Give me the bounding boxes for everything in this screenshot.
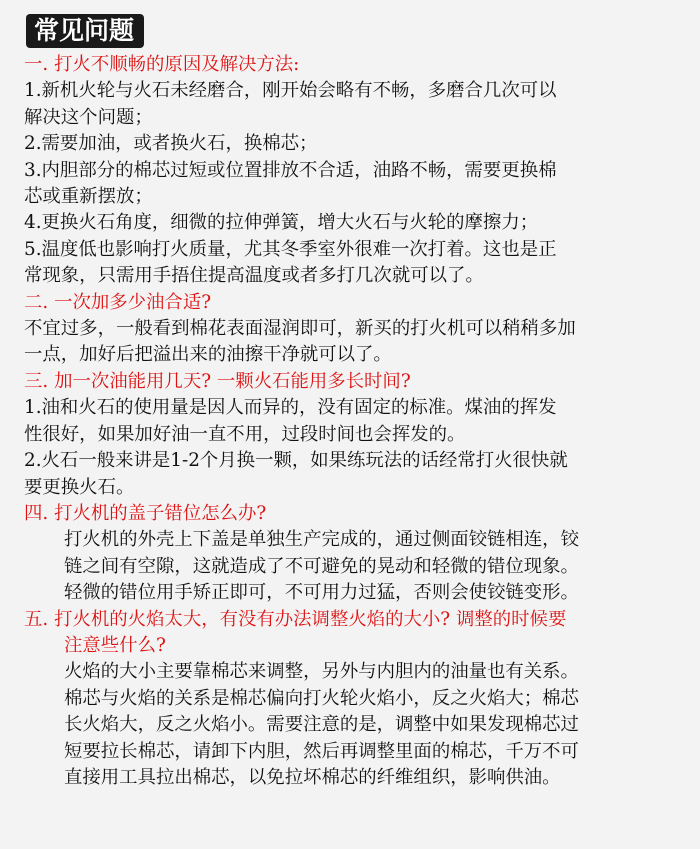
paragraph-line: 短要拉长棉芯，请卸下内胆，然后再调整里面的棉芯，千万不可 (64, 740, 579, 762)
section-1-item-4 (24, 210, 682, 236)
paragraph-line: 不宜过多，一般看到棉花表面湿润即可，新买的打火机可以稍稍多加 (24, 318, 576, 340)
paragraph-line: 轻微的错位用手矫正即可，不可用力过猛，否则会使铰链变形。 (64, 582, 579, 604)
item-line: 5.温度低也影响打火质量，尤其冬季室外很难一次打着。这也是正 (24, 238, 557, 260)
section-1-item-3 (24, 158, 682, 211)
section-3-item-2 (24, 448, 682, 501)
heading-line: 五. 打火机的火焰太大，有没有办法调整火焰的大小? 调整的时候要 (24, 608, 567, 630)
item-line: 常现象，只需用手捂住提高温度或者多打几次就可以了。 (24, 265, 484, 287)
item-line: 芯或重新摆放； (24, 186, 153, 208)
item-line: 3.内胆部分的棉芯过短或位置排放不合适，油路不畅，需要更换棉 (24, 159, 557, 181)
section-2-heading: 二. 一次加多少油合适? (24, 291, 212, 313)
paragraph-line: 一点，加好后把溢出来的油擦干净就可以了。 (24, 344, 392, 366)
section-3-heading: 三. 加一次油能用几天? 一颗火石能用多长时间? (24, 370, 411, 392)
item-line: 4.更换火石角度，细微的拉伸弹簧，增大火石与火轮的摩擦力； (24, 212, 539, 234)
section-2-paragraph (24, 316, 682, 369)
paragraph-line: 火焰的大小主要靠棉芯来调整，另外与内胆内的油量也有关系。 (64, 661, 579, 683)
page-title: 常见问题 (26, 14, 144, 48)
item-line: 1.油和火石的使用量是因人而异的，没有固定的标准。煤油的挥发 (24, 397, 557, 419)
paragraph-line: 打火机的外壳上下盖是单独生产完成的，通过侧面铰链相连，铰 (64, 529, 579, 551)
item-line: 要更换火石。 (24, 476, 135, 498)
section-4-paragraph (24, 527, 682, 606)
section-5-paragraph (24, 659, 682, 791)
item-line: 2.需要加油，或者换火石，换棉芯； (24, 133, 318, 155)
section-1-heading: 一. 打火不顺畅的原因及解决方法: (24, 54, 300, 75)
item-line: 解决这个问题； (24, 106, 153, 128)
item-line: 1.新机火轮与火石未经磨合，刚开始会略有不畅，多磨合几次可以 (24, 80, 557, 102)
item-line: 2.火石一般来讲是1-2个月换一颗，如果练玩法的话经常打火很快就 (24, 450, 568, 472)
item-line: 性很好，如果加好油一直不用，过段时间也会挥发的。 (24, 423, 466, 445)
paragraph-line: 棉芯与火焰的关系是棉芯偏向打火轮火焰小，反之火焰大；棉芯 (64, 687, 579, 709)
section-3-item-1 (24, 395, 682, 448)
section-1-item-1 (24, 78, 682, 131)
section-1-item-5 (24, 237, 682, 290)
section-4-heading: 四. 打火机的盖子错位怎么办? (24, 502, 267, 524)
section-1-item-2 (24, 131, 682, 157)
paragraph-line: 链之间有空隙，这就造成了不可避免的晃动和轻微的错位现象。 (64, 555, 579, 577)
paragraph-line: 长火焰大，反之火焰小。需要注意的是，调整中如果发现棉芯过 (64, 714, 579, 736)
section-5-heading (24, 607, 682, 660)
heading-line: 注意些什么? (64, 634, 166, 656)
faq-content (24, 52, 682, 791)
paragraph-line: 直接用工具拉出棉芯，以免拉坏棉芯的纤维组织，影响供油。 (64, 766, 561, 788)
